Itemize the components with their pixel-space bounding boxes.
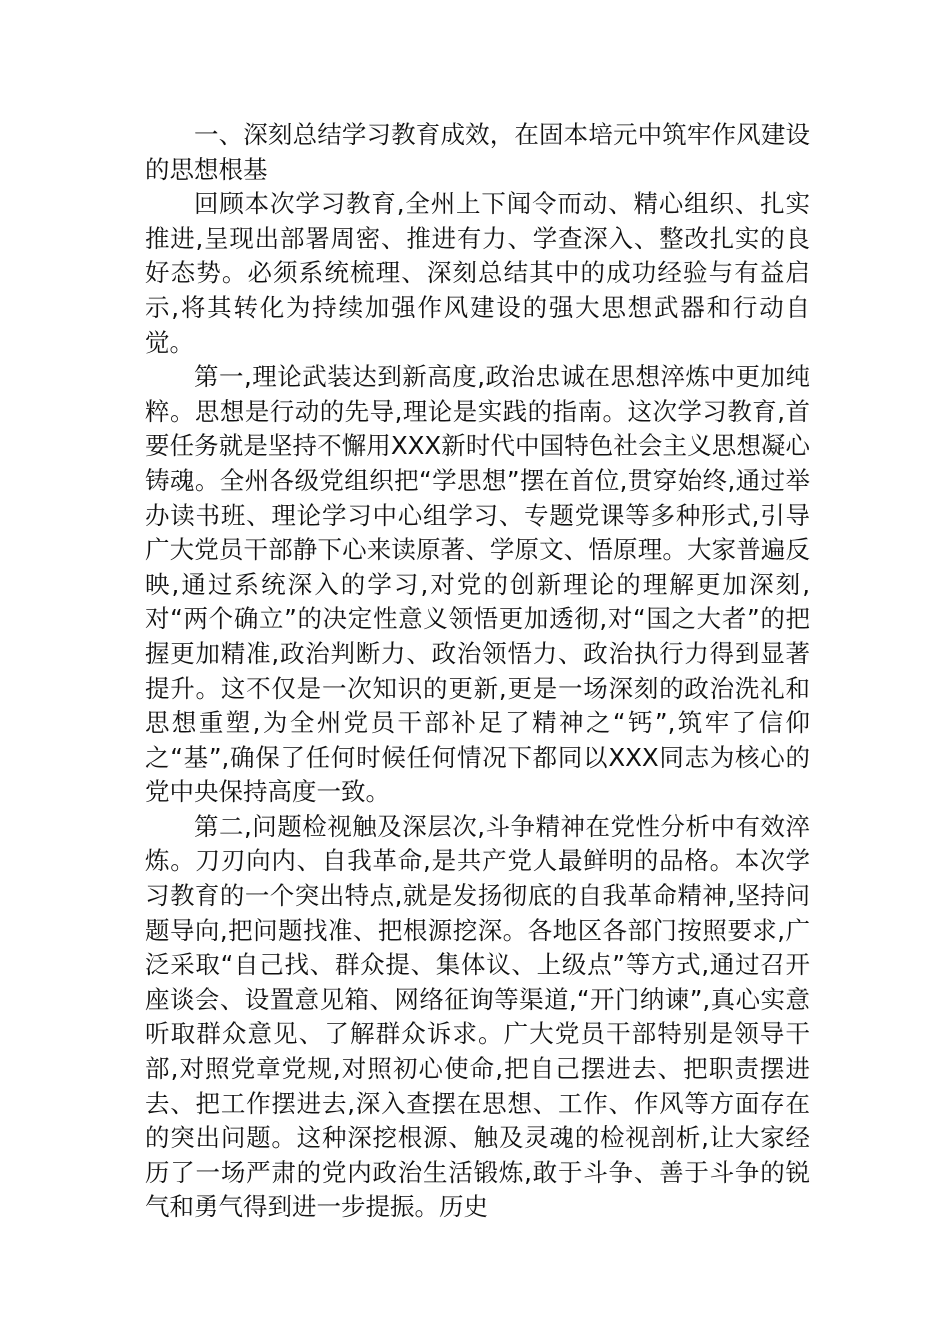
paragraph-intro: 回顾本次学习教育,全州上下闻令而动、精心组织、扎实推进,呈现出部署周密、推进有力、学查深入、整改扎实的良好态势。必须系统梳理、深刻总结其中的成功经验与有益启示,将其转化为持续加强作风建设的强大思想武器和行动自觉。 [145, 189, 810, 357]
section-heading: 一、深刻总结学习教育成效，在固本培元中筑牢作风建设的思想根基 [145, 120, 810, 184]
paragraph-second-point: 第二,问题检视触及深层次,斗争精神在党性分析中有效淬炼。刀刃向内、自我革命,是共产党人最鲜明的品格。本次学习教育的一个突出特点,就是发扬彻底的自我革命精神,坚持问题导向,把问题找准、把根源挖深。各地区各部门按照要求,广泛采取“自己找、群众提、集体议、上级点”等方式,通过召开座谈会、设置意见箱、网络征询等渠道,“开门纳谏”,真心实意听取群众意见、了解群众诉求。广大党员干部特别是领导干部,对照党章党规,对照初心使命,把自己摆进去、把职责摆进去、把工作摆进去,深入查摆在思想、工作、作风等方面存在的突出问题。这种深挖根源、触及灵魂的检视剖析,让大家经历了一场严肃的党内政治生活锻炼,敢于斗争、善于斗争的锐气和勇气得到进一步提振。历史 [145, 811, 810, 1222]
document-body [145, 118, 810, 1225]
paragraph-first-point: 第一,理论武装达到新高度,政治忠诚在思想淬炼中更加纯粹。思想是行动的先导,理论是实践的指南。这次学习教育,首要任务就是坚持不懈用XXX新时代中国特色社会主义思想凝心铸魂。全州各级党组织把“学思想”摆在首位,贯穿始终,通过举办读书班、理论学习中心组学习、专题党课等多种形式,引导广大党员干部静下心来读原著、学原文、悟原理。大家普遍反映,通过系统深入的学习,对党的创新理论的理解更加深刻,对“两个确立”的决定性意义领悟更加透彻,对“国之大者”的把握更加精准,政治判断力、政治领悟力、政治执行力得到显著提升。这不仅是一次知识的更新,更是一场深刻的政治洗礼和思想重塑,为全州党员干部补足了精神之“钙”,筑牢了信仰之“基”,确保了任何时候任何情况下都同以XXX同志为核心的党中央保持高度一致。 [145, 362, 810, 807]
